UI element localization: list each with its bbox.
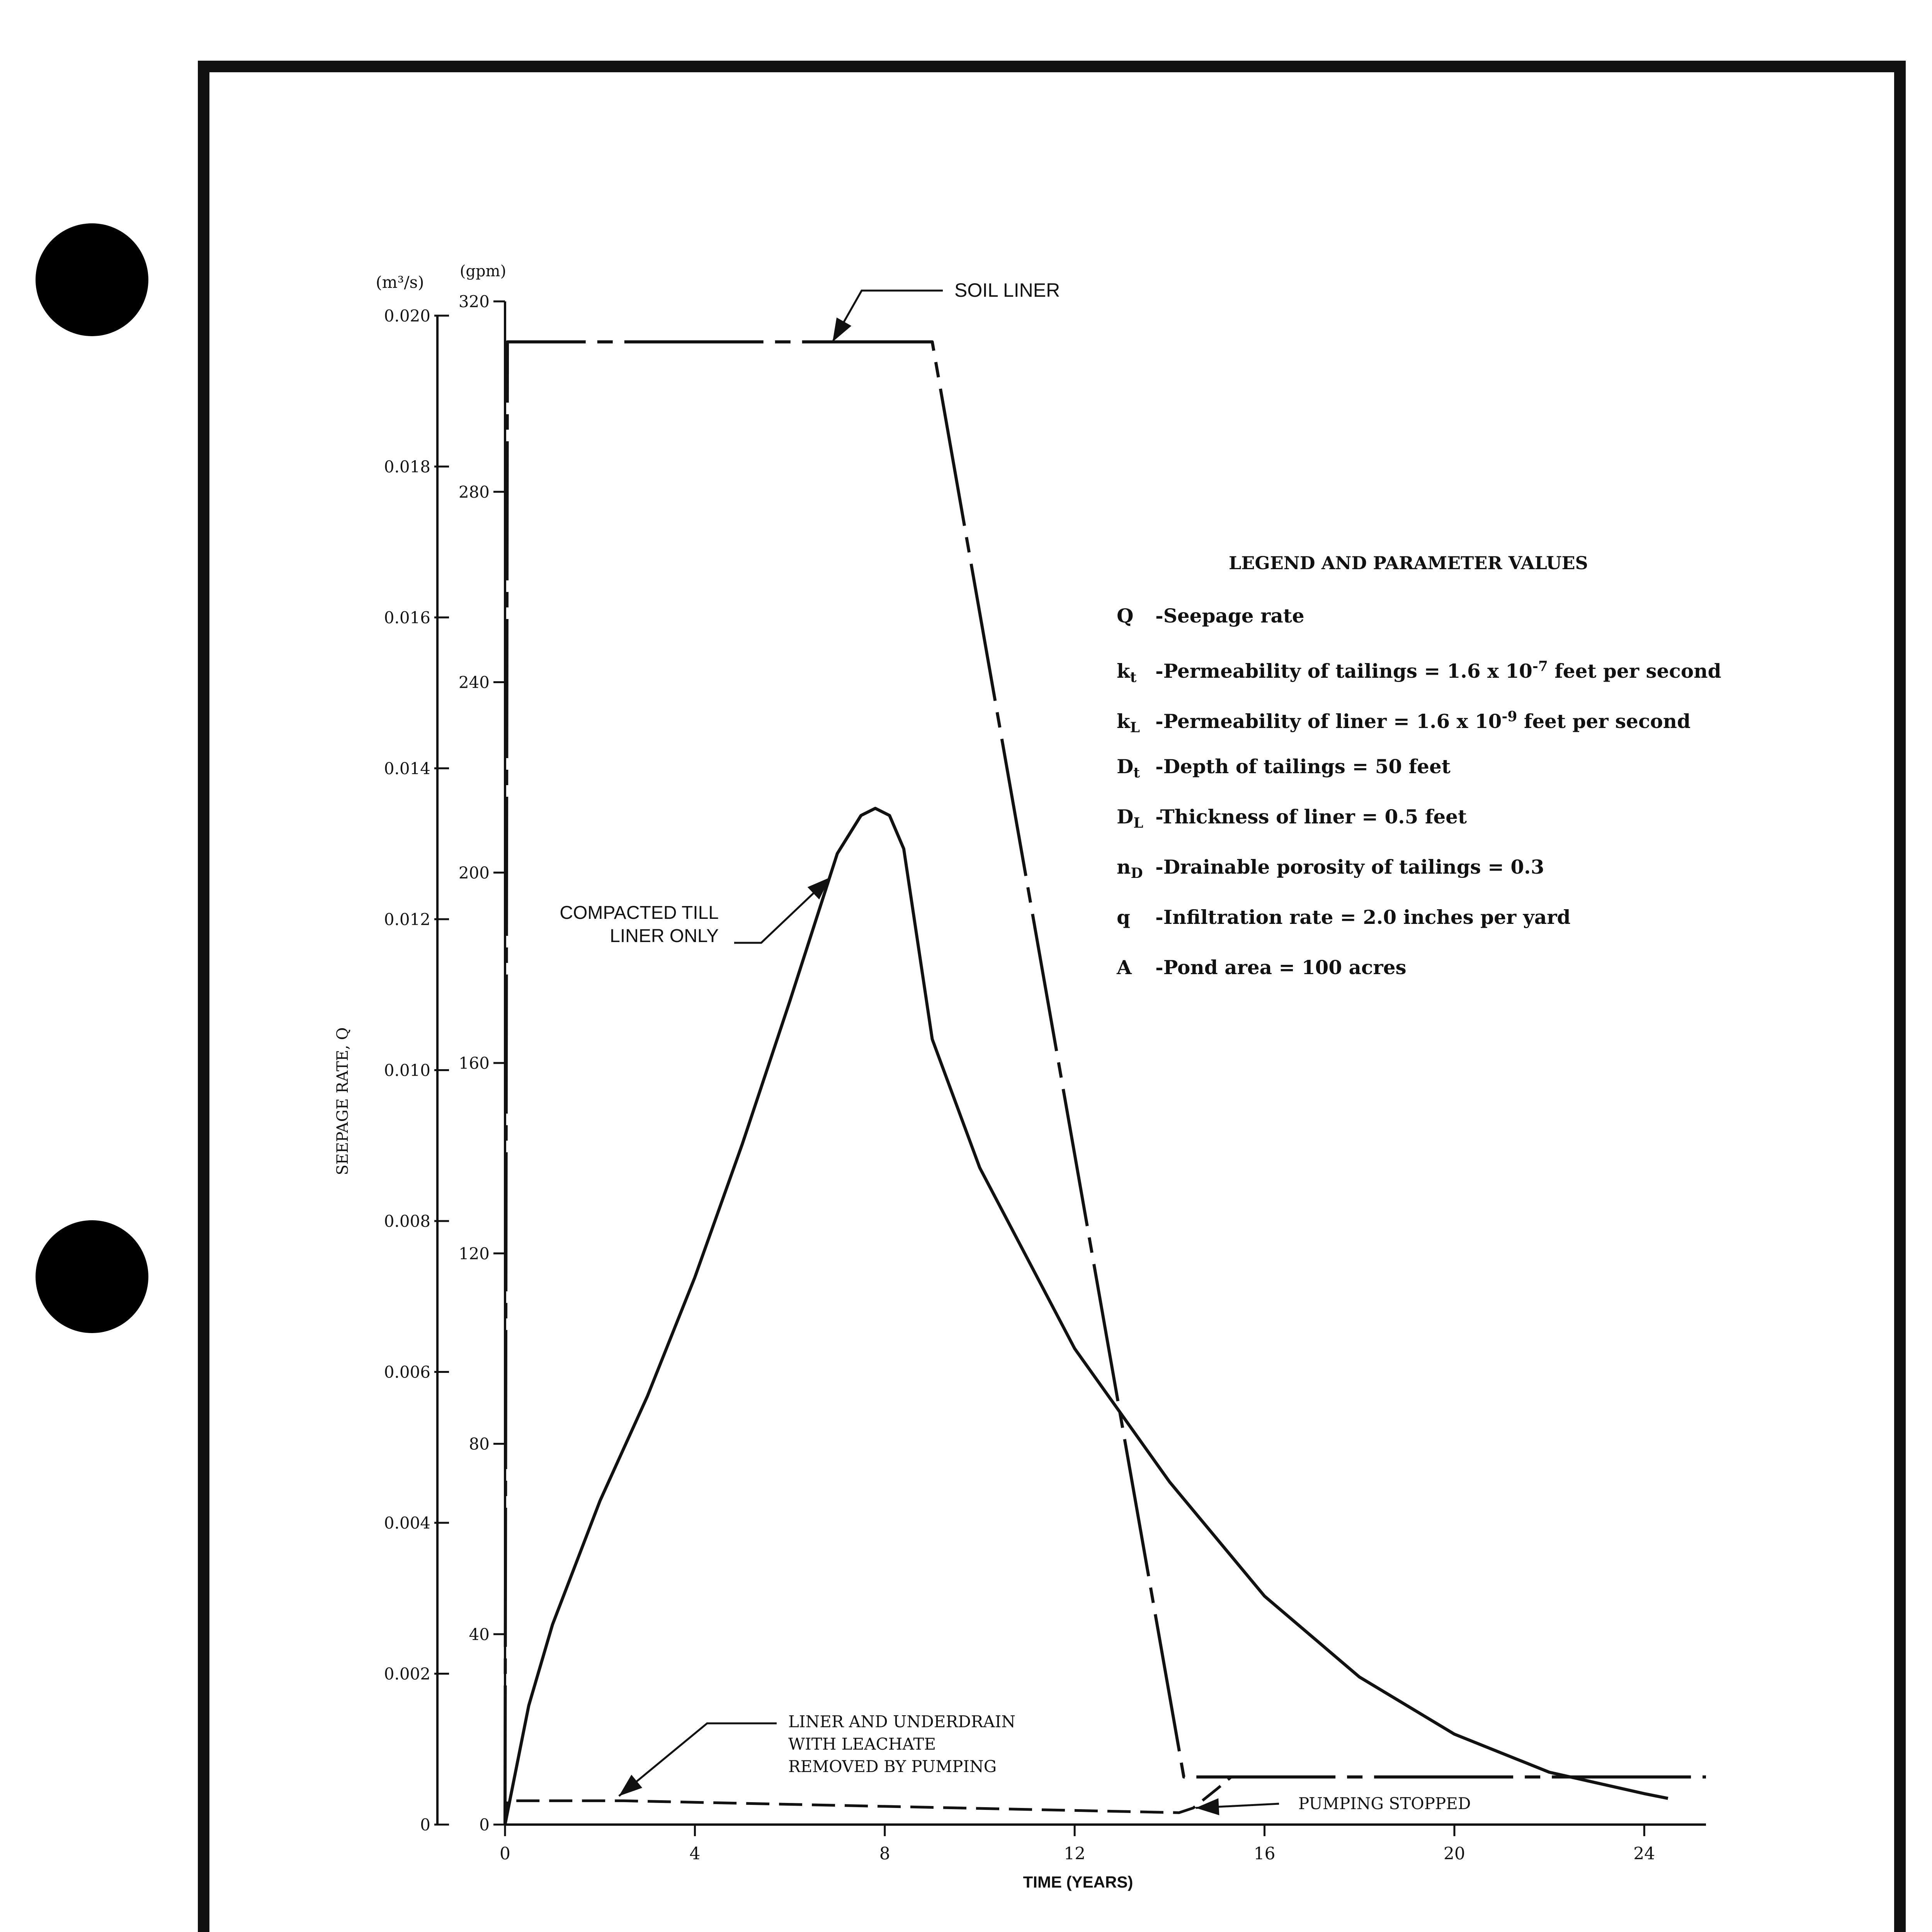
chart-annotations (560, 279, 1471, 1815)
underdrain-label-line2: WITH LEACHATE (788, 1735, 936, 1753)
underdrain-arrow (619, 1775, 642, 1796)
m3s-tick-label: 0.014 (384, 759, 430, 778)
legend-symbol: $k_L$ (1117, 709, 1140, 736)
m3s-tick-label: 0.002 (384, 1664, 430, 1684)
legend-item (1117, 655, 1832, 705)
m3s-tick-label: 0.010 (384, 1061, 430, 1080)
series-line-underdrain-pumping (505, 1777, 1231, 1825)
gpm-tick-label: 0 (479, 1815, 490, 1834)
legend-title: LEGEND AND PARAMETER VALUES (1229, 553, 1588, 573)
legend-item (1117, 906, 1832, 956)
parameter-legend (1117, 553, 1832, 1006)
till-label-line1: COMPACTED TILL (560, 903, 719, 923)
soil-liner-label: SOIL LINER (954, 279, 1060, 301)
underdrain-leader (619, 1723, 777, 1796)
legend-symbol: $D_L$ (1117, 805, 1143, 831)
x-tick-label: 20 (1443, 1844, 1465, 1864)
m3s-tick-label: 0.012 (384, 910, 430, 929)
legend-item (1117, 855, 1832, 906)
legend-rows (1117, 604, 1832, 1006)
legend-symbol: $k_t$ (1117, 659, 1137, 685)
legend-symbol: $D_t$ (1117, 755, 1140, 781)
legend-text: -Seepage rate (1155, 604, 1304, 627)
x-tick-label: 4 (689, 1844, 701, 1864)
chart-axes (437, 301, 1706, 1825)
m3s-tick-label: 0.016 (384, 608, 430, 627)
legend-item (1117, 805, 1832, 855)
chart-ticks (384, 292, 1655, 1864)
legend-item (1117, 956, 1832, 1006)
y-right-unit: (gpm) (459, 262, 507, 280)
gpm-tick-label: 40 (469, 1625, 490, 1644)
legend-text: -Depth of tailings = 50 feet (1155, 755, 1451, 778)
legend-item (1117, 755, 1832, 805)
underdrain-label-line3: REMOVED BY PUMPING (788, 1757, 997, 1776)
m3s-tick-label: 0.004 (384, 1513, 430, 1532)
x-axis-label: TIME (YEARS) (1023, 1873, 1133, 1891)
gpm-tick-label: 320 (458, 292, 490, 311)
legend-item (1117, 705, 1832, 755)
underdrain-label-line1: LINER AND UNDERDRAIN (788, 1712, 1016, 1731)
till-label-line2: LINER ONLY (610, 926, 719, 946)
soil-liner-arrow (833, 318, 852, 342)
soil-liner-leader (833, 291, 943, 342)
y-left-unit: (m³/s) (376, 273, 424, 292)
gpm-tick-label: 80 (469, 1434, 490, 1454)
pumping-stopped-arrow (1196, 1798, 1219, 1815)
legend-text: -Permeability of tailings = 1.6 x $10^{-7}$ feet per second (1155, 658, 1721, 682)
x-tick-label: 8 (879, 1844, 890, 1864)
legend-symbol: A (1117, 956, 1132, 979)
legend-item (1117, 604, 1832, 655)
legend-symbol: Q (1117, 604, 1134, 627)
legend-symbol: $n_D$ (1117, 855, 1143, 881)
m3s-tick-label: 0.008 (384, 1211, 430, 1231)
gpm-tick-label: 160 (458, 1054, 490, 1073)
gpm-tick-label: 200 (458, 863, 490, 883)
x-tick-label: 12 (1064, 1844, 1086, 1864)
legend-symbol: q (1117, 906, 1130, 929)
legend-text: -Drainable porosity of tailings = 0.3 (1155, 855, 1544, 878)
legend-text: -Infiltration rate = 2.0 inches per yard (1155, 906, 1571, 929)
legend-text: -Thickness of liner = 0.5 feet (1155, 805, 1467, 828)
x-tick-label: 24 (1633, 1844, 1655, 1864)
pumping-stopped-label: PUMPING STOPPED (1298, 1794, 1471, 1813)
gpm-tick-label: 280 (458, 482, 490, 502)
legend-text: -Permeability of liner = 1.6 x $10^{-9}$ feet per second (1155, 708, 1691, 733)
m3s-tick-label: 0.006 (384, 1362, 430, 1382)
gpm-tick-label: 240 (458, 673, 490, 692)
legend-text: -Pond area = 100 acres (1155, 956, 1406, 979)
m3s-tick-label: 0 (420, 1815, 430, 1834)
m3s-tick-label: 0.018 (384, 457, 430, 476)
gpm-tick-label: 120 (458, 1244, 490, 1263)
x-tick-label: 0 (500, 1844, 510, 1864)
m3s-tick-label: 0.020 (384, 306, 430, 325)
y-axis-label: SEEPAGE RATE, Q (334, 1027, 352, 1175)
x-tick-label: 16 (1253, 1844, 1276, 1864)
